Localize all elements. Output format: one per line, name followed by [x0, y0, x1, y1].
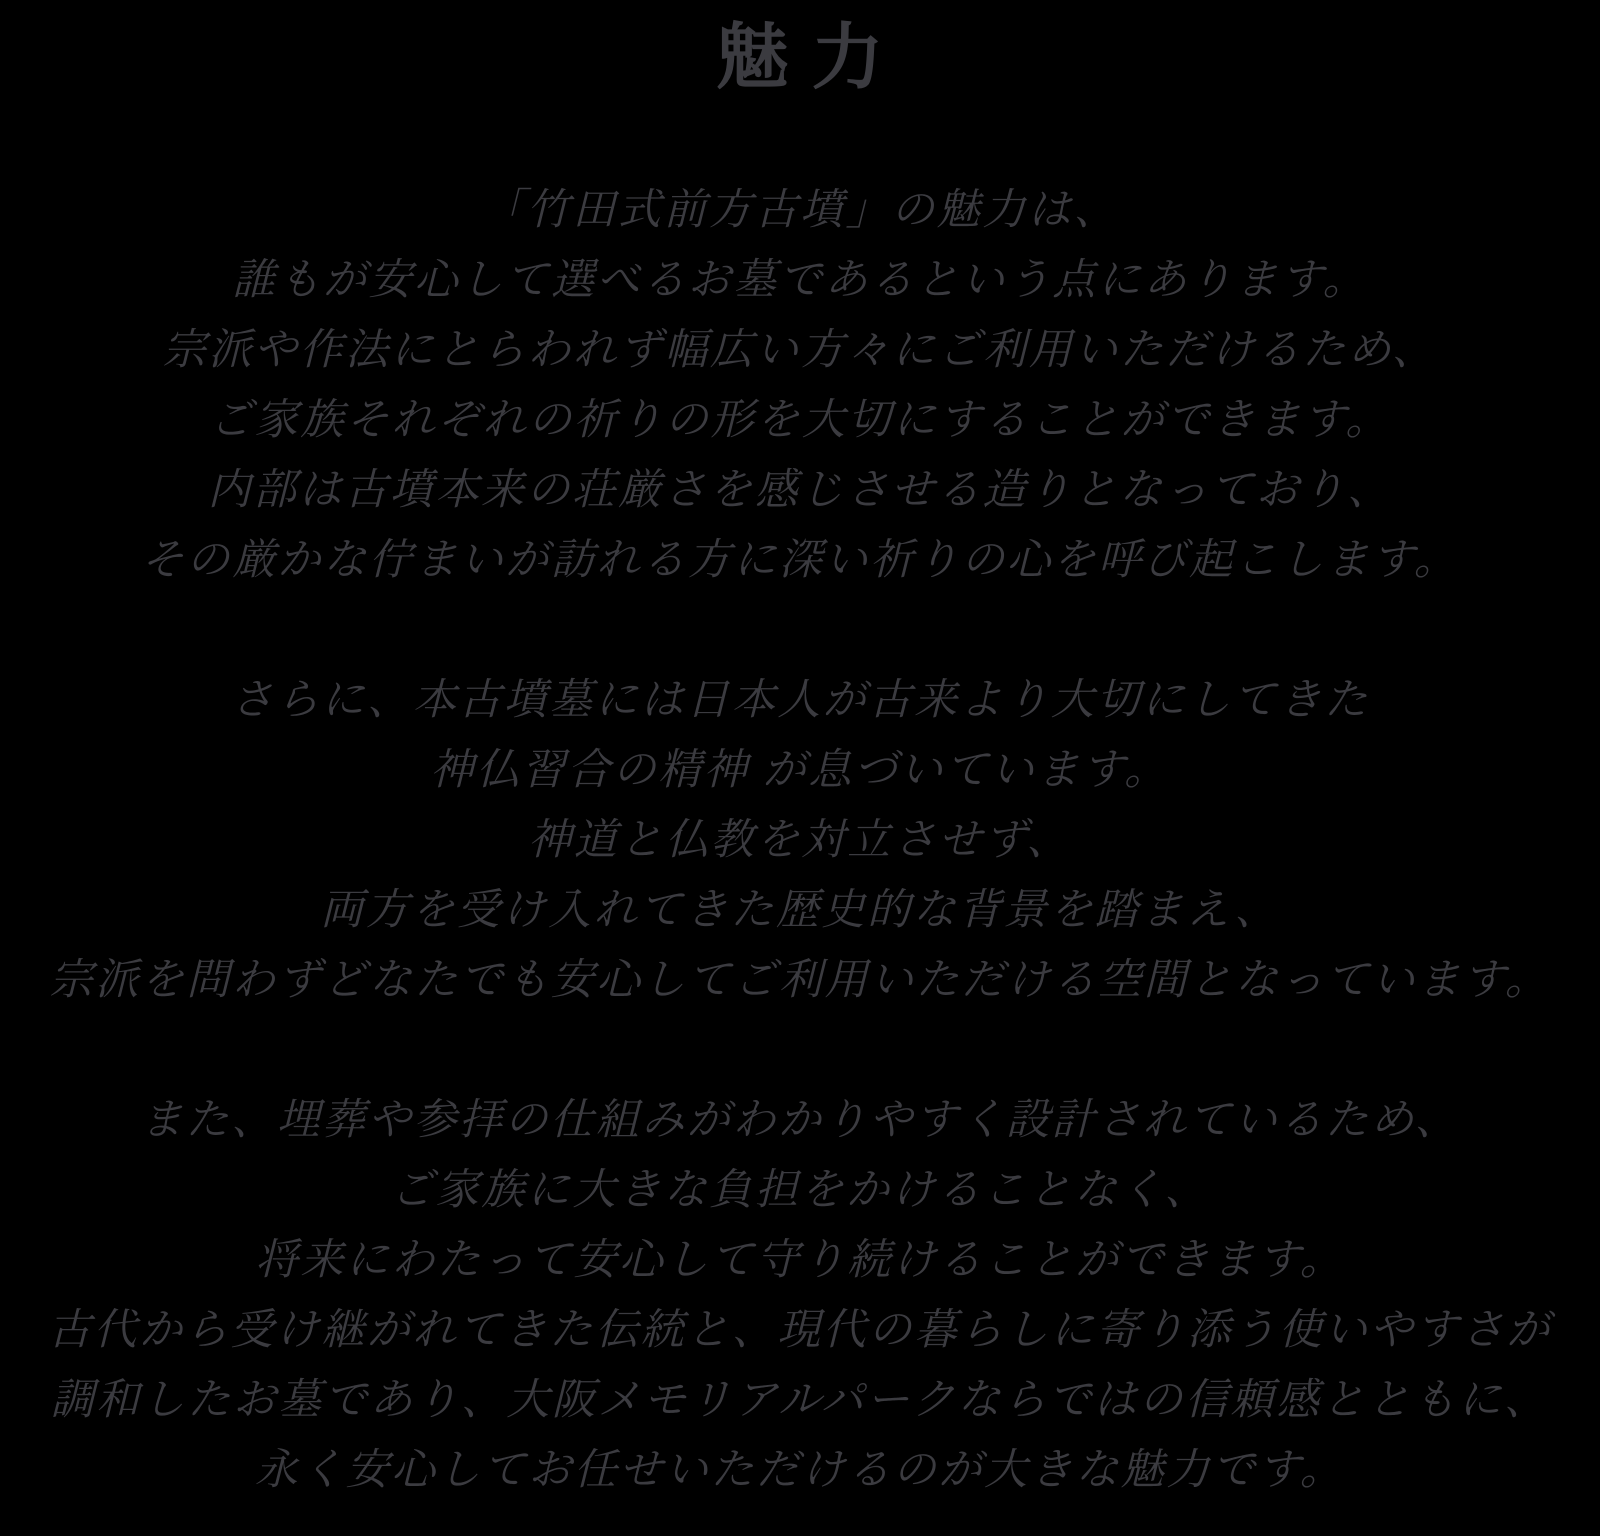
page-title: 魅力	[716, 18, 907, 98]
text-line: 調和したお墓であり、大阪メモリアルパークならではの信頼感とともに、	[50, 1377, 1550, 1424]
text-line: その厳かな佇まいが訪れる方に深い祈りの心を呼び起こします。	[140, 537, 1460, 584]
text-line: 誰もが安心して選べるお墓であるという点にあります。	[231, 257, 1369, 304]
text-line: 神仏習合の精神 が息づいています。	[430, 747, 1170, 794]
text-line: ご家族に大きな負担をかけることなく、	[390, 1167, 1210, 1214]
appeal-text-content	[0, 176, 1600, 1506]
paragraph-1	[0, 176, 1600, 596]
text-line: 内部は古墳本来の荘厳さを感じさせる造りとなっており、	[207, 467, 1393, 514]
paragraph-2	[0, 666, 1600, 1016]
text-line: 宗派や作法にとらわれず幅広い方々にご利用いただけるため、	[162, 327, 1438, 374]
paragraph-3	[0, 1086, 1600, 1506]
text-line: 古代から受け継がれてきた伝統と、現代の暮らしに寄り添う使いやすさが	[47, 1307, 1553, 1354]
text-line: 「竹田式前方古墳」の魅力は、	[480, 187, 1120, 234]
text-line: また、埋葬や参拝の仕組みがわかりやすく設計されているため、	[139, 1097, 1461, 1144]
text-line: ご家族それぞれの祈りの形を大切にすることができます。	[209, 397, 1391, 444]
text-line: 将来にわたって安心して守り続けることができます。	[254, 1237, 1346, 1284]
text-line: 神道と仏教を対立させず、	[528, 817, 1072, 864]
text-line: 永く安心してお任せいただけるのが大きな魅力です。	[254, 1447, 1346, 1494]
text-line: 宗派を問わずどなたでも安心してご利用いただける空間となっています。	[49, 957, 1551, 1004]
text-line: 両方を受け入れてきた歴史的な背景を踏まえ、	[320, 887, 1280, 934]
text-line: さらに、本古墳墓には日本人が古来より大切にしてきた	[230, 677, 1370, 724]
